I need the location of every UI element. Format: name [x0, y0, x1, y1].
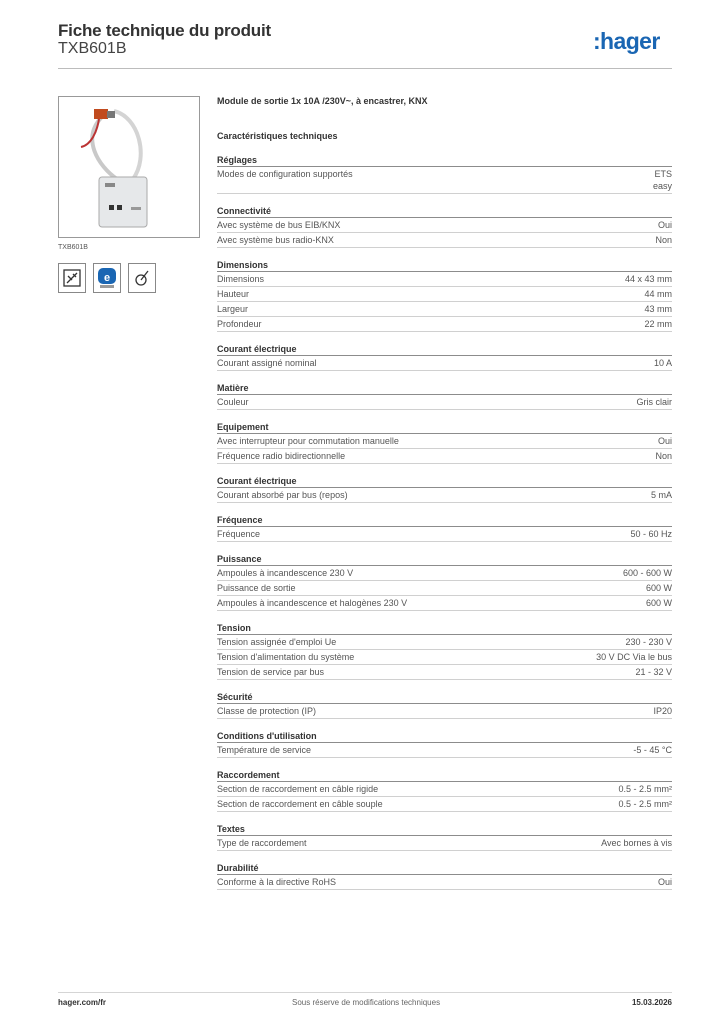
spec-value-line: 22 mm [644, 319, 672, 329]
spec-value-line: 600 - 600 W [622, 568, 672, 578]
spec-value [635, 666, 672, 678]
spec-section [217, 553, 672, 611]
spec-section-title: Courant électrique [217, 343, 672, 356]
spec-value [644, 303, 672, 315]
spec-value-line: IP20 [653, 706, 672, 716]
spec-label: Courant assigné nominal [217, 358, 317, 368]
spec-value [651, 489, 672, 501]
spec-value-line: 44 mm [644, 289, 672, 299]
spec-value [658, 219, 672, 231]
spec-value [625, 636, 672, 648]
hager-logo: :hager [593, 28, 660, 54]
product-reference: TXB601B [58, 40, 127, 57]
spec-section [217, 205, 672, 248]
footer-date: 15.03.2026 [631, 998, 672, 1007]
spec-section [217, 622, 672, 680]
svg-text:e: e [103, 272, 111, 284]
spec-row [217, 665, 672, 680]
spec-row [217, 635, 672, 650]
spec-section-title: Textes [217, 823, 672, 836]
product-image [58, 96, 200, 238]
spec-label: Dimensions [217, 274, 265, 284]
spec-row [217, 302, 672, 317]
spec-section-title: Tension [217, 622, 672, 635]
spec-section [217, 475, 672, 503]
spec-value-line: 0.5 - 2.5 mm² [618, 784, 672, 794]
spec-value [653, 705, 672, 717]
spec-label: Avec système bus radio-KNX [217, 235, 334, 245]
spec-row [217, 797, 672, 812]
spec-value-line: 50 - 60 Hz [630, 529, 672, 539]
spec-label: Profondeur [217, 319, 262, 329]
spec-section [217, 730, 672, 758]
spec-value-line: Non [655, 235, 672, 245]
spec-label: Ampoules à incandescence et halogènes 230 V [217, 598, 408, 608]
spec-value [637, 396, 673, 408]
spec-row [217, 167, 672, 194]
spec-label: Avec interrupteur pour commutation manuelle [217, 436, 399, 446]
spec-section [217, 259, 672, 332]
spec-row [217, 488, 672, 503]
spec-row [217, 272, 672, 287]
spec-value [646, 582, 672, 594]
spec-value-line: -5 - 45 °C [633, 745, 672, 755]
spec-section-title: Durabilité [217, 862, 672, 875]
spec-label: Section de raccordement en câble souple [217, 799, 383, 809]
spec-section-title: Raccordement [217, 769, 672, 782]
spec-label: Couleur [217, 397, 249, 407]
footer-disclaimer: Sous réserve de modifications techniques [292, 998, 441, 1007]
spec-row [217, 434, 672, 449]
spec-label: Section de raccordement en câble rigide [217, 784, 379, 794]
spec-value [655, 450, 672, 462]
spec-value-line: 43 mm [644, 304, 672, 314]
spec-value [630, 528, 672, 540]
certification-icons [58, 263, 156, 293]
spec-label: Conforme à la directive RoHS [217, 877, 337, 887]
spec-value-line: easy [652, 181, 672, 191]
spec-section [217, 769, 672, 812]
spec-label: Avec système de bus EIB/KNX [217, 220, 341, 230]
spec-row [217, 233, 672, 248]
spec-value [596, 651, 672, 663]
spec-value-line: Gris clair [636, 397, 672, 407]
spec-value [625, 273, 672, 285]
spec-section [217, 514, 672, 542]
spec-value-line: 10 A [653, 358, 672, 368]
spec-row [217, 596, 672, 611]
spec-label: Ampoules à incandescence 230 V [217, 568, 354, 578]
specifications-title: Caractéristiques techniques [217, 131, 338, 141]
manual-switch-icon [128, 263, 156, 293]
spec-row [217, 581, 672, 596]
spec-section [217, 154, 672, 194]
spec-section [217, 421, 672, 464]
spec-section-title: Sécurité [217, 691, 672, 704]
spec-label: Fréquence radio bidirectionnelle [217, 451, 346, 461]
spec-value-line: Avec bornes à vis [601, 838, 672, 848]
spec-section-title: Matière [217, 382, 672, 395]
spec-row [217, 218, 672, 233]
spec-label: Courant absorbé par bus (repos) [217, 490, 348, 500]
spec-value-line: Oui [657, 436, 672, 446]
spec-label: Tension d'alimentation du système [217, 652, 355, 662]
header-divider [58, 68, 672, 69]
product-description: Module de sortie 1x 10A /230V~, à encastrer, KNX [217, 96, 428, 106]
spec-value [601, 837, 672, 849]
spec-row [217, 317, 672, 332]
spec-section [217, 691, 672, 719]
spec-value [618, 798, 672, 810]
spec-value-line: Oui [657, 877, 672, 887]
spec-section-title: Connectivité [217, 205, 672, 218]
spec-value-line: 600 W [645, 598, 672, 608]
spec-sections [217, 154, 672, 890]
spec-section [217, 382, 672, 410]
product-specifications [217, 95, 672, 901]
spec-row [217, 449, 672, 464]
spec-label: Type de raccordement [217, 838, 307, 848]
spec-row [217, 287, 672, 302]
spec-section-title: Courant électrique [217, 475, 672, 488]
spec-row [217, 356, 672, 371]
spec-row [217, 743, 672, 758]
page-title: Fiche technique du produit [58, 21, 271, 40]
spec-value [654, 357, 672, 369]
spec-value-line: 5 mA [650, 490, 672, 500]
spec-value [655, 234, 672, 246]
spec-section-title: Equipement [217, 421, 672, 434]
spec-value [646, 597, 672, 609]
spec-label: Température de service [217, 745, 312, 755]
spec-value [633, 744, 672, 756]
spec-value [644, 288, 672, 300]
spec-value-line: 600 W [645, 583, 672, 593]
spec-section [217, 343, 672, 371]
spec-value-line: 30 V DC Via le bus [596, 652, 672, 662]
spec-label: Hauteur [217, 289, 250, 299]
spec-label: Fréquence [217, 529, 261, 539]
spec-value [618, 783, 672, 795]
easy-configuration-icon [93, 263, 121, 293]
spec-section-title: Fréquence [217, 514, 672, 527]
product-image-caption: TXB601B [58, 244, 88, 251]
spec-section [217, 862, 672, 890]
spec-row [217, 875, 672, 890]
spec-row [217, 704, 672, 719]
spec-row [217, 836, 672, 851]
spec-value-line: 21 - 32 V [635, 667, 672, 677]
spec-label: Tension de service par bus [217, 667, 325, 677]
spec-value-line: Non [655, 451, 672, 461]
spec-section-title: Conditions d'utilisation [217, 730, 672, 743]
product-photo-icon [59, 97, 199, 237]
spec-value [653, 168, 672, 192]
spec-row [217, 566, 672, 581]
spec-section-title: Dimensions [217, 259, 672, 272]
spec-section-title: Réglages [217, 154, 672, 167]
spec-value [658, 435, 672, 447]
spec-value-line: Oui [657, 220, 672, 230]
spec-value [623, 567, 672, 579]
spec-value [644, 318, 672, 330]
spec-section-title: Puissance [217, 553, 672, 566]
spec-section [217, 823, 672, 851]
footer-website[interactable]: hager.com/fr [58, 998, 107, 1007]
spec-value-line: ETS [654, 169, 672, 179]
spec-row [217, 782, 672, 797]
spec-row [217, 650, 672, 665]
ets-certification-icon [58, 263, 86, 293]
spec-label: Puissance de sortie [217, 583, 296, 593]
spec-label: Largeur [217, 304, 249, 314]
spec-label: Classe de protection (IP) [217, 706, 317, 716]
footer-divider [58, 992, 672, 993]
spec-row [217, 527, 672, 542]
spec-value-line: 0.5 - 2.5 mm² [618, 799, 672, 809]
spec-value-line: 44 x 43 mm [624, 274, 672, 284]
spec-label: Modes de configuration supportés [217, 169, 353, 179]
spec-value-line: 230 - 230 V [625, 637, 672, 647]
spec-label: Tension assignée d'emploi Ue [217, 637, 337, 647]
spec-value [658, 876, 672, 888]
spec-row [217, 395, 672, 410]
